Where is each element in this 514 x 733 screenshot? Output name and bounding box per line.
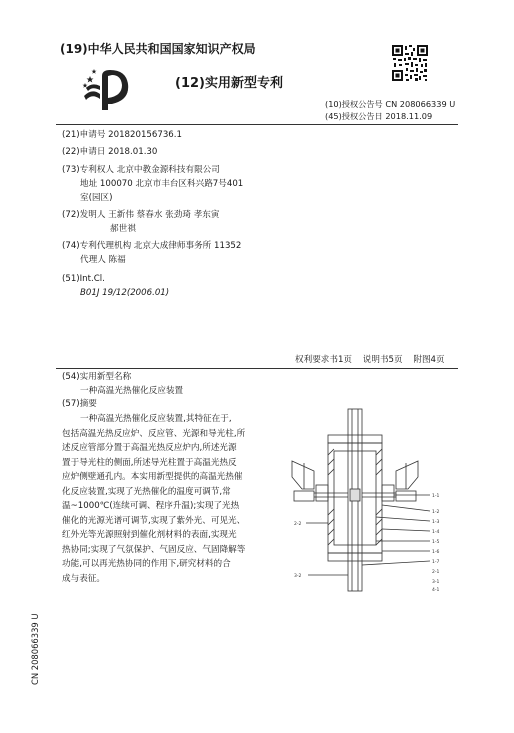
patent-agent: 代理人 陈福 <box>80 255 126 265</box>
label-1-1: 1-1 <box>432 494 440 499</box>
publication-date: (45)授权公告日 2018.11.09 <box>325 111 433 121</box>
label-2-2: 2-2 <box>294 522 302 527</box>
abstract-line: 催化的光源光谱可调节,实现了紫外光、可见光、 <box>62 515 246 526</box>
device-drawing <box>290 405 465 595</box>
label-2-1: 2-1 <box>432 570 440 575</box>
abstract-line: 置于导光柱的侧面,所述导光柱置于高温光热反 <box>62 457 237 468</box>
inventors-line-2: 郝世祺 <box>110 224 136 234</box>
cnipa-emblem <box>82 66 138 112</box>
intcl-value: B01J 19/12(2006.01) <box>80 288 170 298</box>
abstract-line: 化反应装置,实现了光热催化的温度可调节,常 <box>62 486 231 497</box>
abstract-line: 红外光等光源照射到催化剂材料的表面,实现光 <box>62 530 237 540</box>
patent-agency: (74)专利代理机构 北京大成律师事务所 11352 <box>62 241 242 251</box>
patentee: (73)专利权人 北京中教金源科技有限公司 <box>62 165 220 175</box>
application-number: (21)申请号 201820156736.1 <box>62 130 182 140</box>
abstract-line: 应炉侧壁通孔内。本实用新型提供的高温光热催 <box>62 472 243 482</box>
label-1-6: 1-6 <box>432 550 440 555</box>
document-type: (12)实用新型专利 <box>175 76 283 91</box>
label-1-2: 1-2 <box>432 510 440 515</box>
address-line-2: 室(园区) <box>80 193 113 203</box>
application-date: (22)申请日 2018.01.30 <box>62 147 158 157</box>
abstract-line: 温~1000℃(连续可调、程序升温);实现了光热 <box>62 501 240 511</box>
address-line-1: 地址 100070 北京市丰台区科兴路7号401 <box>80 179 244 189</box>
inventors-line-1: (72)发明人 王新伟 蔡春水 张劲琦 孝东寅 <box>62 210 220 220</box>
spec-pages: 说明书5页 <box>362 355 403 365</box>
intcl-label: (51)Int.Cl. <box>62 274 105 284</box>
abstract-label: (57)摘要 <box>62 399 97 409</box>
utility-name-label: (54)实用新型名称 <box>62 372 132 382</box>
abstract-line: 述反应管部分置于高温光热反应炉内,所述光源 <box>62 443 237 453</box>
label-3-1: 3-1 <box>432 580 440 585</box>
label-3-2: 3-2 <box>294 574 302 579</box>
right-light-source <box>396 461 418 489</box>
issuing-office: (19)中华人民共和国国家知识产权局 <box>60 42 256 56</box>
label-1-4: 1-4 <box>432 530 440 535</box>
label-1-3: 1-3 <box>432 520 440 525</box>
label-4-1: 4-1 <box>432 588 440 593</box>
middle-rule <box>56 368 458 369</box>
abstract-line: 包括高温光热反应炉、反应管、光源和导光柱,所 <box>62 428 246 439</box>
drawings-pages: 附图4页 <box>413 355 445 365</box>
abstract-line: 热协同;实现了气氛保护、气固反应、气固降解等 <box>62 544 246 555</box>
abstract-line: 成与表征。 <box>62 573 105 584</box>
qr-code <box>391 44 429 82</box>
claims-pages: 权利要求书1页 <box>295 355 353 365</box>
utility-name: 一种高温光热催化反应装置 <box>80 386 184 396</box>
page-counts <box>295 354 453 366</box>
abstract-line: 功能,可以再光热协同的作用下,研究材料的合 <box>62 559 231 569</box>
label-1-7: 1-7 <box>432 560 440 565</box>
abstract-line: 一种高温光热催化反应装置,其特征在于, <box>80 414 232 424</box>
side-publication-number: CN 208066339 U <box>30 613 40 685</box>
label-1-5: 1-5 <box>432 540 440 545</box>
header-rule <box>56 124 458 125</box>
abstract-text <box>62 412 290 586</box>
publication-number: (10)授权公告号 CN 208066339 U <box>325 99 456 109</box>
left-light-source <box>292 461 314 489</box>
